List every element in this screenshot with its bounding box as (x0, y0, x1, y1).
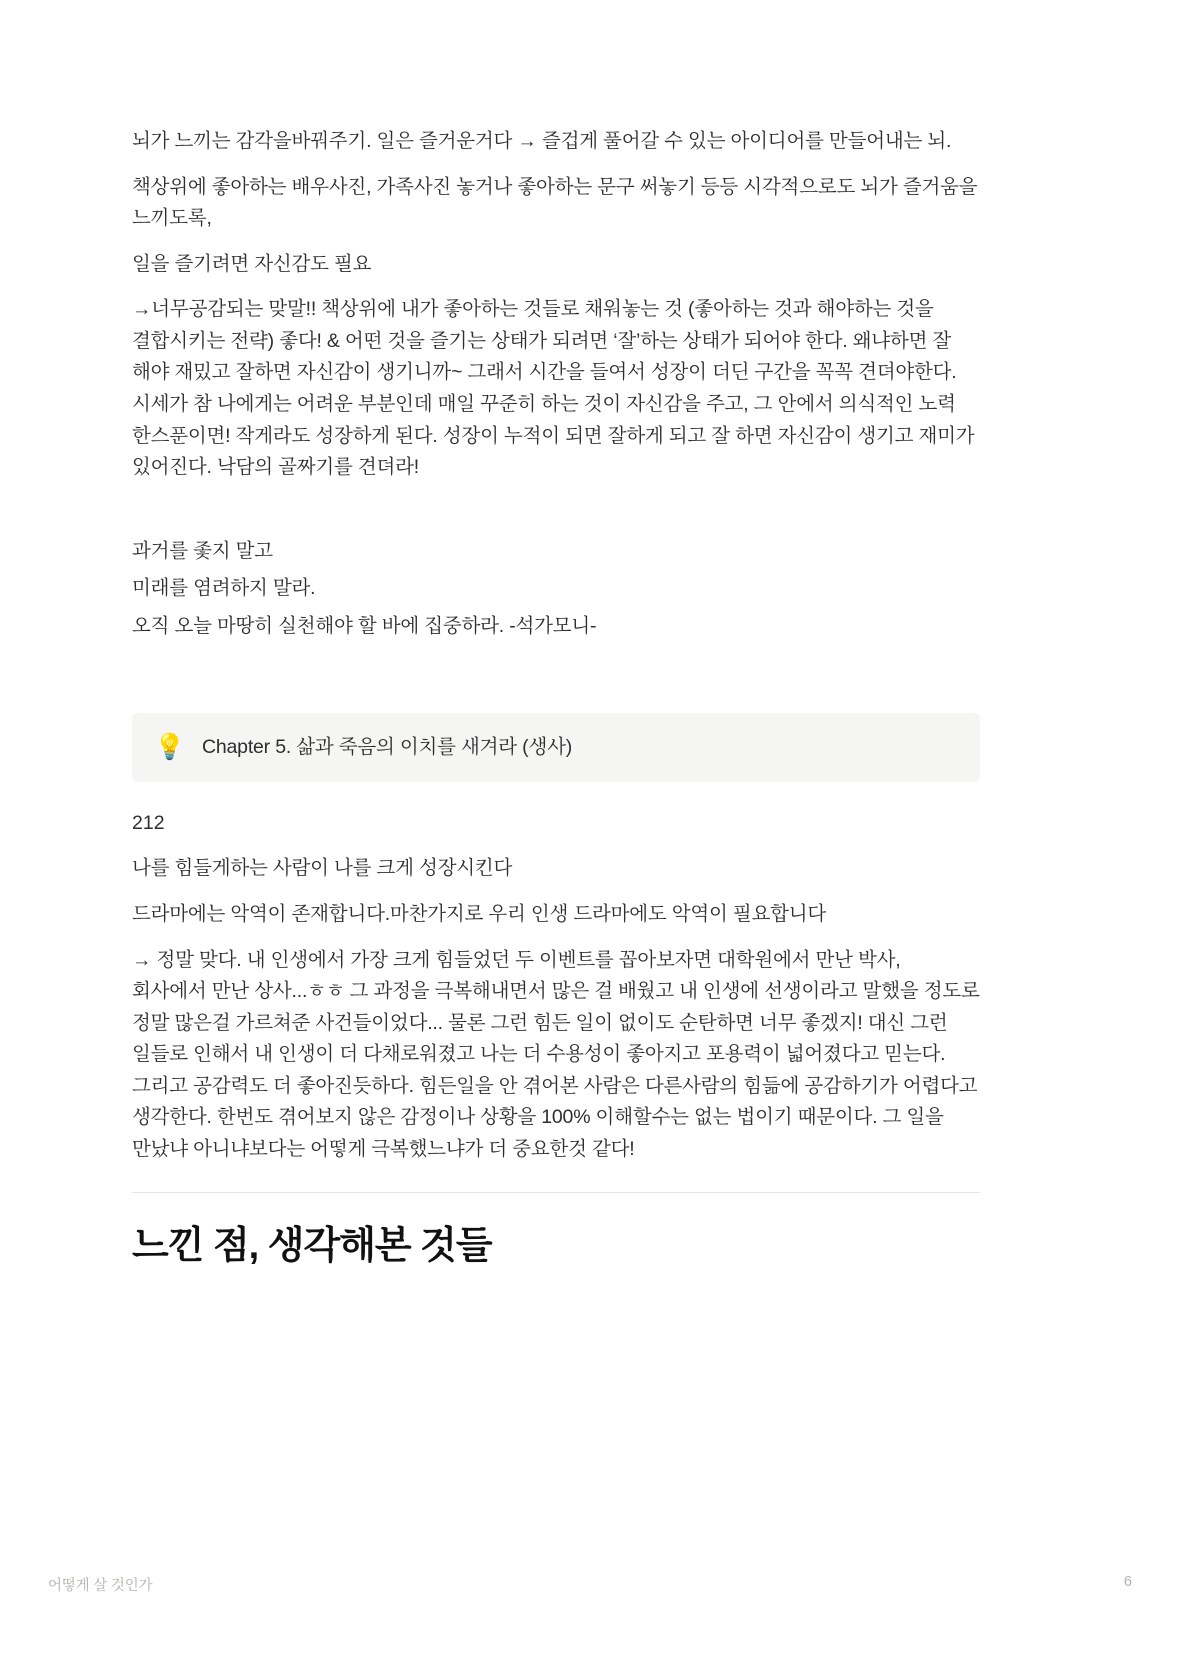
quote-line-3: 오직 오늘 마땅히 실천해야 할 바에 집중하라. -석가모니- (132, 614, 597, 637)
footer-page-number: 6 (1123, 1574, 1132, 1590)
page-footer (0, 1574, 1180, 1594)
paragraph-3: 일을 즐기려면 자신감도 필요 (132, 252, 372, 275)
paragraph-4-commentary: →너무공감되는 맞말!! 책상위에 내가 좋아하는 것들로 채워놓는 것 (좋아하는 것과 해야하는 것을 결합시키는 전략) 좋다! & 어떤 것을 즐기는 상태가 되려면 ‘잘’하는 상태가 되어야 한다. 왜냐하면 잘 해야 재밌고 잘하면 자신감이 생기니까~ 그래서 시간을 들여서 성장이 더딘 구간을 꼭꼭 견뎌야한다. 시세가 참 나에게는 어려운 부분인데 매일 꾸준히 하는 것이 자신감을 주고, 그 안에서 의식적인 노력 한스푼이면! 작게라도 성장하게 된다. 성장이 누적이 되면 잘하게 되고 잘 하면 자신감이 생기고 재미가 있어진다. 낙담의 골짜기를 견뎌라! (132, 298, 975, 479)
paragraph-2: 책상위에 좋아하는 배우사진, 가족사진 놓거나 좋아하는 문구 써놓기 등등 시각적으로도 뇌가 즐거움을 느끼도록, (132, 175, 978, 230)
spacer (132, 782, 980, 808)
quote-line-1: 과거를 좇지 말고 (132, 539, 273, 562)
section-divider (132, 1192, 980, 1193)
chapter-callout (132, 713, 980, 782)
page-reference: 212 (132, 811, 165, 834)
paragraph-7-commentary: → 정말 맞다. 내 인생에서 가장 크게 힘들었던 두 이벤트를 꼽아보자면 대학원에서 만난 박사, 회사에서 만난 상사...ㅎㅎ 그 과정을 극복해내면서 많은 걸 배웠고 내 인생에 선생이라고 말했을 정도로 정말 많은걸 가르쳐준 사건들이었다... 물론 그런 힘든 일이 없이도 순탄하면 너무 좋겠지! 대신 그런 일들로 인해서 내 인생이 더 다채로워졌고 나는 더 수용성이 좋아지고 포용력이 넓어졌다고 믿는다. 그리고 공감력도 더 좋아진듯하다. 힘든일을 안 겪어본 사람은 다른사람의 힘듦에 공감하기가 어렵다고 생각한다. 한번도 겪어보지 않은 감정이나 상황을 100% 이해할수는 없는 법이기 때문이다. 그 일을 만났냐 아니냐보다는 어떻게 극복했느냐가 더 중요한것 같다! (132, 948, 980, 1160)
footer-book-title: 어떻게 살 것인가 (48, 1578, 153, 1594)
spacer (132, 687, 980, 713)
spacer (132, 649, 980, 687)
page-content (132, 126, 980, 1270)
paragraph-5: 나를 힘들게하는 사람이 나를 크게 성장시킨다 (132, 857, 513, 880)
quote-line-2: 미래를 염려하지 말라. (132, 577, 316, 600)
light-bulb-icon: 💡 (154, 732, 186, 761)
section-heading: 느낀 점, 생각해본 것들 (132, 1224, 492, 1267)
paragraph-1: 뇌가 느끼는 감각을바꿔주기. 일은 즐거운거다 → 즐겁게 풀어갈 수 있는 아이디어를 만들어내는 뇌. (132, 130, 952, 152)
paragraph-6: 드라마에는 악역이 존재합니다.마찬가지로 우리 인생 드라마에도 악역이 필요합니다 (132, 902, 827, 925)
spacer (132, 498, 980, 536)
chapter-callout-label: Chapter 5. 삶과 죽음의 이치를 새겨라 (생사) (202, 735, 573, 758)
